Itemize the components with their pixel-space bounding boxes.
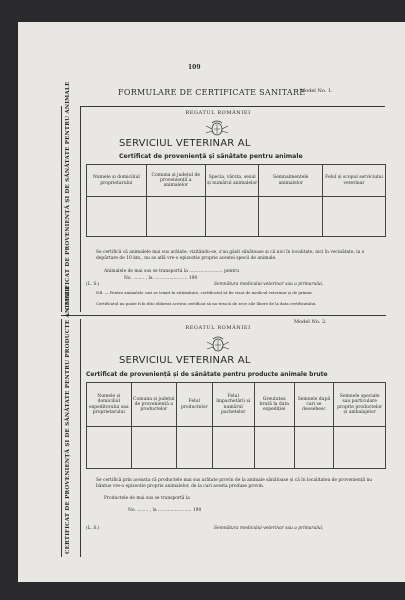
model-2-cell (294, 427, 334, 469)
model-1-col-1: Numele și domiciliul proprietarului (87, 165, 147, 197)
model-2-table (86, 382, 386, 469)
model-1-table (86, 164, 386, 237)
model-1-cell (146, 197, 205, 237)
coat-of-arms-icon (204, 334, 232, 354)
model-2-col-1: Numele și domiciliul expeditorului sau proprietarului (87, 383, 132, 427)
model-1-cell (259, 197, 323, 237)
model-2-col-7: Semnele speciale sau particulare proprie productelor și ambalajelor (334, 383, 386, 427)
model-2-ls: (L. S.) (86, 526, 100, 531)
model-2-date-line: No. ........ , la ........................ 190 (128, 508, 202, 513)
model-2-col-6: Semnele după cari se deosebesc (294, 383, 334, 427)
model-2-subtitle: Certificat de proveniență și de sănătate pentru producte animale brute (86, 371, 328, 378)
model-1-col-3: Specia, vârsta, sexul și numărul animalelor (205, 165, 259, 197)
model-2-col-2: Comuna și județul de proveniență a productelor (131, 383, 176, 427)
model-1-col-4: Semnalmentele animalelor (259, 165, 323, 197)
model-2-cell (131, 427, 176, 469)
middle-divider (61, 315, 386, 316)
book-page (18, 22, 405, 582)
model-2-service: SERVICIUL VETERINAR AL (119, 355, 251, 366)
model-2-kingdom: REGATUL ROMÂNIEI (185, 325, 251, 331)
model-2-cell (176, 427, 212, 469)
forms-title: FORMULARE DE CERTIFICATE SANITARE (118, 88, 306, 97)
model-1-kingdom: REGATUL ROMÂNIEI (185, 110, 251, 116)
model-1-col-2: Comuna și județul de proveniență a animalelor (146, 165, 205, 197)
side-box-2-left (61, 319, 62, 557)
model-2-side-label: CERTIFICAT DE PROVENIENȚĂ ȘI DE SĂNĂTATE PENTRU PRODUCTE ANIMALE (65, 285, 71, 554)
side-box-2-right (80, 319, 81, 557)
model-2-signature: Semnătura medicului-veterinar sau a primarului, (214, 526, 324, 531)
model-1-cell (205, 197, 259, 237)
coat-of-arms-icon (203, 118, 231, 138)
side-box-1-right (80, 106, 81, 312)
model-1-signature: Semnătura medicului-veterinar sau a primarului, (214, 282, 324, 287)
model-2-label: Model No. 2. (294, 319, 327, 325)
model-1-col-5: Felul și scopul serviciului veterinar (323, 165, 386, 197)
model-1-certification-text: Se certifică că animalele mai sus arătate, vizitându-se, s'au găsit sănătoase și că nici în localitate, nici în vecinătate, la o depărtare de 10 km., nu se află vre-o epizootie proprie acestei specii de animale. (96, 250, 365, 261)
model-1-label: Model No. 1. (300, 88, 333, 94)
model-1-date-line: No. ........ , la ........................ 190 (124, 276, 198, 281)
model-2-cell (212, 427, 254, 469)
model-1-cell (87, 197, 147, 237)
model-2-cell (334, 427, 386, 469)
model-2-cell (87, 427, 132, 469)
top-divider (80, 106, 385, 107)
side-box-1-left (61, 106, 62, 312)
model-2-transport-line: Productele de mai sus se transportă la (104, 496, 190, 501)
model-1-transport-line: Animalele de mai sus se transportă la ........................ pentru (104, 269, 240, 274)
model-1-note-2: Certificatul nu poate fi în dito eliberat acestui certificat să nu treacă de zece zile libere de la data certificatului. (96, 301, 317, 306)
model-2-col-3: Felul productelor (176, 383, 212, 427)
model-1-side-label: CERTIFICAT DE PROVENIENȚĂ ȘI DE SĂNĂTATE PENTRU ANIMALE (65, 81, 71, 310)
model-2-col-4: Felul împachetării și numărul pachetelor (212, 383, 254, 427)
model-2-col-5: Greutatea brută la data expediției (254, 383, 294, 427)
model-2-certification-text: Se certifică prin aceasta că productele mai sus arătate provin de la animale sănătoase și că în localitatea de proveniență nu bântue vre-o epizootie proprie animalelor, de la cari acesta produse provin. (96, 478, 373, 489)
model-1-cell (323, 197, 386, 237)
page-number: 109 (188, 64, 201, 71)
model-1-ls: (L. S.) (86, 282, 100, 287)
model-1-note-1: NB. — Pentru animalele cari se trimit în străinătate, certificatul să fie vizat de medicul veterinar și de primar. (96, 290, 313, 295)
model-1-subtitle: Certificat de proveniență și sănătate pentru animale (119, 153, 303, 160)
model-2-cell (254, 427, 294, 469)
model-1-service: SERVICIUL VETERINAR AL (119, 138, 251, 149)
